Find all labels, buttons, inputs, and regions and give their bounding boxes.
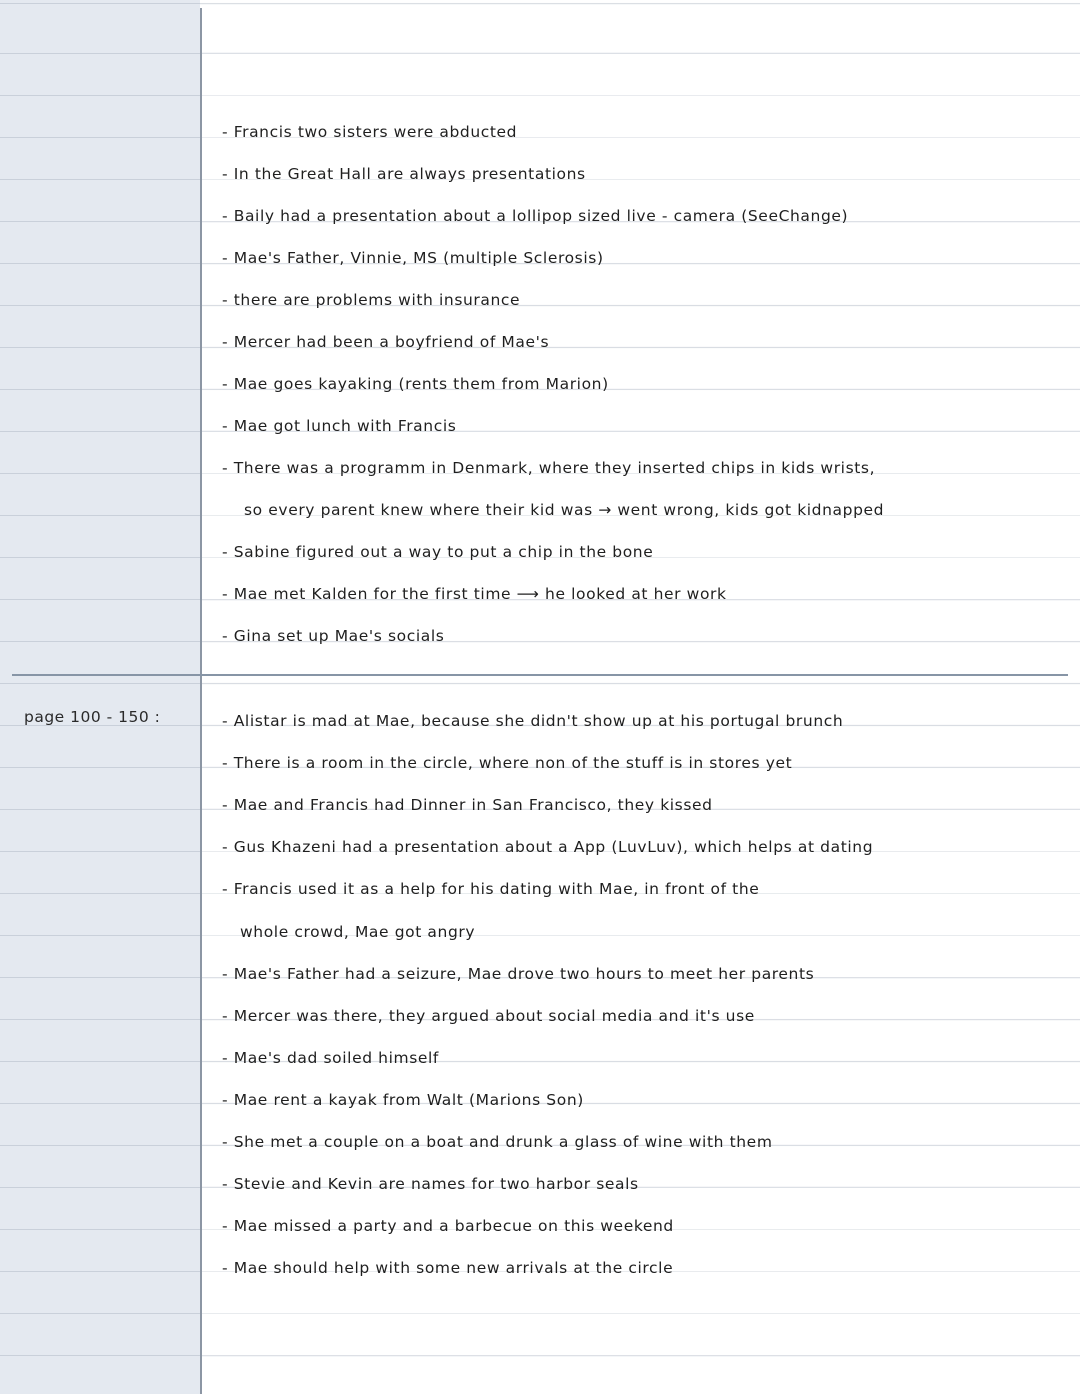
note-line: - Mae's Father had a seizure, Mae drove two hours to meet her parents <box>222 965 815 983</box>
note-line-continuation: whole crowd, Mae got angry <box>240 923 476 941</box>
section-label: page 100 - 150 : <box>24 708 161 726</box>
note-line: - Gina set up Mae's socials <box>222 627 445 645</box>
note-line: - Baily had a presentation about a lollipop sized live - camera (SeeChange) <box>222 207 849 225</box>
note-line: - Mae rent a kayak from Walt (Marions Son) <box>222 1091 584 1109</box>
note-line: - Mae got lunch with Francis <box>222 417 457 435</box>
note-line: - there are problems with insurance <box>222 291 521 309</box>
note-line: - Mae should help with some new arrivals at the circle <box>222 1259 674 1277</box>
note-line: - There was a programm in Denmark, where they inserted chips in kids wrists, <box>222 459 876 477</box>
note-line: - Mercer had been a boyfriend of Mae's <box>222 333 550 351</box>
note-line: - Mae's Father, Vinnie, MS (multiple Sclerosis) <box>222 249 604 267</box>
note-line: - Alistar is mad at Mae, because she didn't show up at his portugal brunch <box>222 712 844 730</box>
note-line: - Stevie and Kevin are names for two harbor seals <box>222 1175 639 1193</box>
note-line: - Sabine figured out a way to put a chip in the bone <box>222 543 654 561</box>
note-line: - In the Great Hall are always presentations <box>222 165 586 183</box>
note-line: - Gus Khazeni had a presentation about a App (LuvLuv), which helps at dating <box>222 838 874 856</box>
note-line: - Mae's dad soiled himself <box>222 1049 439 1067</box>
note-line: - Mae met Kalden for the first time ⟶ he looked at her work <box>222 585 727 603</box>
note-line: - There is a room in the circle, where non of the stuff is in stores yet <box>222 754 793 772</box>
note-line: - Mercer was there, they argued about social media and it's use <box>222 1007 755 1025</box>
note-line: - Francis two sisters were abducted <box>222 123 518 141</box>
note-line: - Mae and Francis had Dinner in San Francisco, they kissed <box>222 796 713 814</box>
note-line: - She met a couple on a boat and drunk a glass of wine with them <box>222 1133 773 1151</box>
note-line-continuation: so every parent knew where their kid was → went wrong, kids got kidnapped <box>244 501 885 519</box>
note-line: - Francis used it as a help for his dating with Mae, in front of the <box>222 880 760 898</box>
note-line: - Mae goes kayaking (rents them from Marion) <box>222 375 609 393</box>
note-line: - Mae missed a party and a barbecue on this weekend <box>222 1217 674 1235</box>
